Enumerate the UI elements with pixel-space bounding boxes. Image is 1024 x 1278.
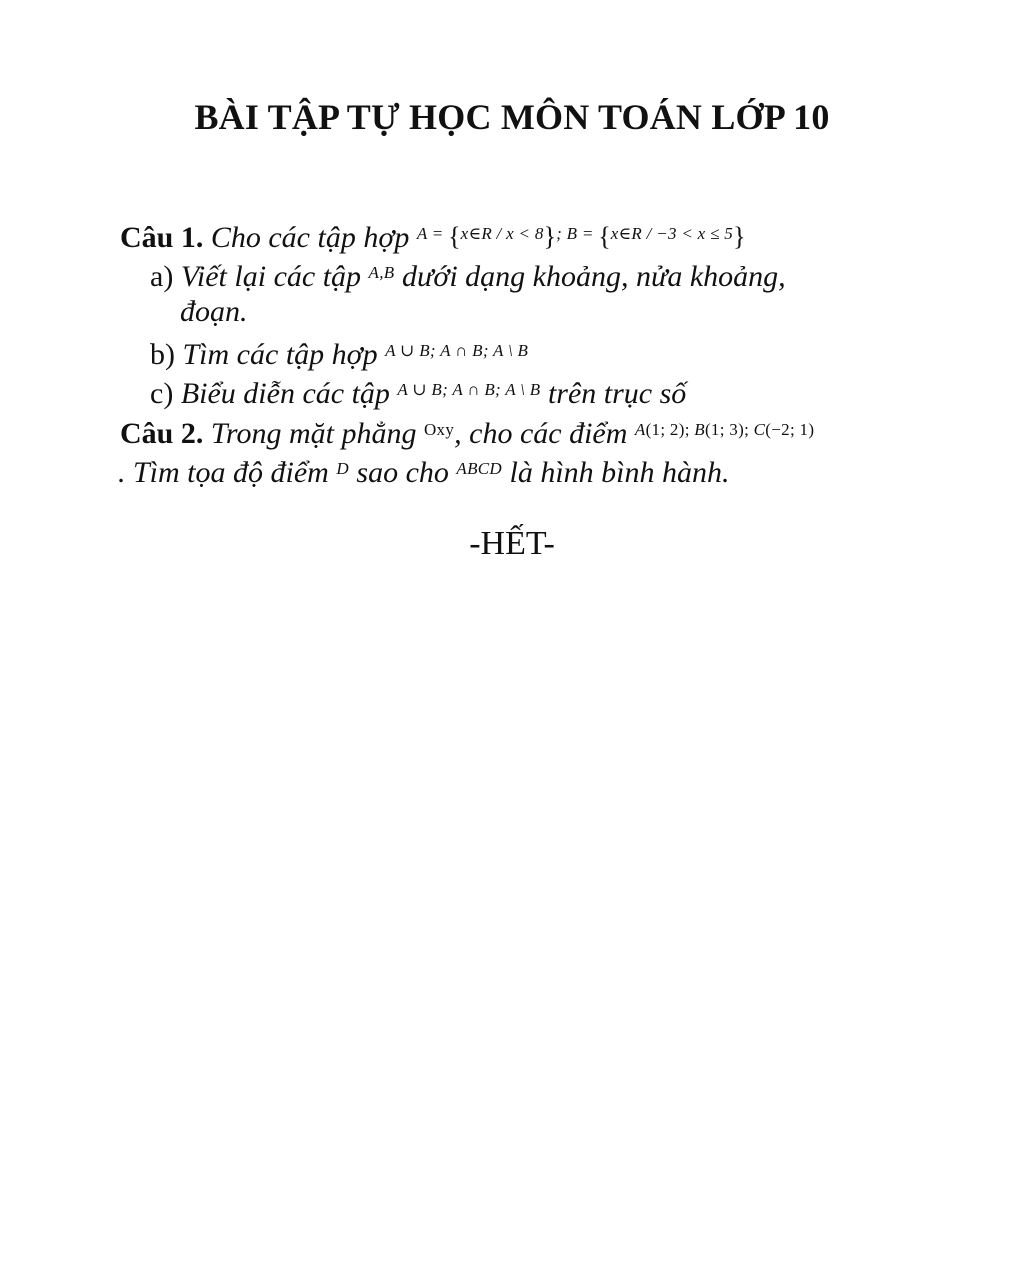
question-1c-text-end: trên trục số [540,377,687,410]
question-1a-line-2 [180,293,248,331]
question-2-text-such-that: sao cho [348,456,457,489]
question-1b-label: b) [150,338,183,371]
question-1-intro: Cho các tập hợp [203,221,417,254]
end-marker: -HẾT- [469,525,555,562]
point-c-name: C [753,420,766,439]
set-a-right-brace: } [543,222,557,251]
document-title: BÀI TẬP TỰ HỌC MÔN TOÁN LỚP 10 [194,97,830,137]
question-1a-label: a) [150,260,181,293]
point-a-name: A [634,420,646,439]
point-b-coords: (1; 3) [704,420,745,439]
question-1-line [120,215,746,257]
question-1c-label: c) [150,377,181,410]
point-a-coords: (1; 2) [645,420,685,439]
set-a-definition: x∈R / x < 8 [460,224,544,243]
set-b-name: B = [566,224,599,243]
question-1a-math: A,B [368,263,395,282]
question-1a-line [150,254,786,296]
set-a-name: A = [416,224,449,243]
question-1c-text: Biểu diễn các tập [180,377,398,410]
set-b-right-brace: } [733,222,746,251]
point-separator-1: ; [684,420,695,439]
question-1b-math: A ∪ B; A ∩ B; A \ B [385,341,529,360]
question-2-text-end: là hình bình hành. [502,456,730,489]
set-b-definition: x∈R / −3 < x ≤ 5 [610,224,734,243]
question-1b-text: Tìm các tập hợp [182,338,386,371]
plane-oxy: Oxy [423,420,455,439]
question-1c-math: A ∪ B; A ∩ B; A \ B [397,380,541,399]
set-separator: ; [556,224,567,243]
question-2-text-task: . Tìm tọa độ điểm [118,456,337,489]
question-1c-line [150,371,686,413]
question-1a-text: Viết lại các tập [180,260,369,293]
point-d-name: D [336,459,349,478]
question-1a-text-end: đoạn. [180,295,248,328]
question-2-text: Trong mặt phẳng [203,417,424,450]
question-1a-text-cont: dưới dạng khoảng, nửa khoảng, [394,260,786,293]
question-2-label: Câu 2. [120,417,204,450]
question-1b-line [150,332,528,374]
set-a-left-brace: { [448,222,461,251]
set-b-left-brace: { [598,222,611,251]
question-2-line-2 [118,450,730,492]
point-b-name: B [694,420,705,439]
question-2-text-cont: , cho các điểm [454,417,635,450]
question-2-line [120,411,814,453]
point-c-coords: (−2; 1) [765,420,815,439]
question-1-label: Câu 1. [120,221,204,254]
point-separator-2: ; [744,420,754,439]
quadrilateral-abcd: ABCD [456,459,503,478]
